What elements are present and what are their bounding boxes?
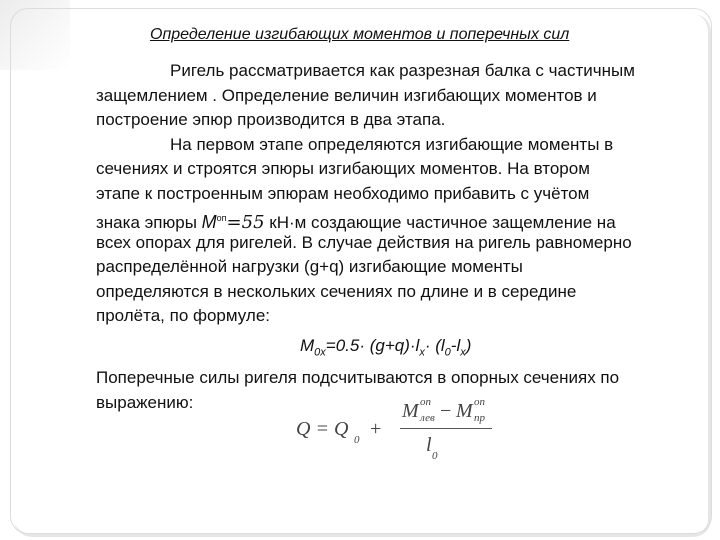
formula-moment-part-c-sub: x [460, 346, 466, 359]
formula-moment-part-a-sub: x [419, 346, 425, 359]
formula-moment-part-a: =0.5· (g+q)·l [325, 336, 420, 355]
shear-formula-den-sub: 0 [432, 450, 438, 462]
paragraph2-moment-line [96, 206, 686, 231]
paragraph2-line-1: На первом этапе определяются изгибающие моменты в [170, 134, 614, 154]
paragraph1-line-2: защемлением . Определение величин изгибающих моментов и [96, 85, 597, 105]
paragraph2-line-2: сечениях и строятся эпюры изгибающих моментов. На втором [96, 159, 590, 178]
shear-formula-num-a-sup: оп [420, 396, 431, 408]
slide-body-text [96, 59, 686, 329]
slide-title: Определение изгибающих моментов и поперечных сил [150, 26, 570, 43]
shear-formula-num-a-sub: лев [420, 412, 435, 424]
paragraph2-line-7: определяются в нескольких сечениях по длине и в середине [96, 281, 577, 301]
paragraph2-line-5: всех опорах для ригелей. В случае действия на ригель равномерно [96, 232, 632, 252]
paragraph1-line-3: построение эпюр производится в два этапа. [96, 110, 446, 129]
moment-value: =55 [226, 212, 265, 233]
paragraph2-line-3: этапе к построенным эпюрам необходимо прибавить с учётом [96, 183, 590, 203]
moment-symbol: M [201, 212, 217, 232]
moment-superscript: оп [216, 213, 227, 223]
shear-formula-num-b-sup: оп [474, 396, 485, 408]
moment-formula [300, 336, 471, 358]
moment-line-suffix: кН·м создающие частичное защемление на [264, 213, 616, 232]
formula-moment-lhs-sub: 0x [314, 346, 326, 359]
paragraph3-line-2: выражению: [96, 392, 194, 412]
shear-formula-num-a: M [402, 400, 419, 422]
shear-formula-left-sub: 0 [354, 434, 360, 446]
shear-formula-den: l [426, 434, 432, 456]
fraction-bar [400, 428, 492, 429]
paragraph3-line-1: Поперечные силы ригеля подсчитываются в опорных сечениях по [96, 368, 620, 387]
shear-formula-minus: − [440, 400, 452, 422]
shear-formula-left: Q = Q [296, 418, 349, 440]
formula-moment-lhs: M [300, 336, 315, 355]
formula-moment-part-b-sub: 0 [444, 346, 451, 359]
shear-formula-num-b: M [456, 400, 473, 422]
moment-line-prefix: знака эпюры [96, 213, 202, 232]
paragraph2-line-8: пролёта, по формуле: [96, 306, 270, 325]
formula-moment-part-c: -l [450, 336, 461, 355]
shear-formula-num-b-sub: пр [474, 412, 485, 424]
paragraph1-line-1: Ригель рассматривается как разрезная балка с частичным [170, 61, 635, 80]
shear-formula [296, 398, 526, 468]
paragraph2-line-6: распределённой нагрузки (g+q) изгибающие моменты [96, 257, 523, 276]
formula-moment-end: ) [465, 336, 472, 355]
formula-moment-part-b: · (l [424, 336, 445, 355]
shear-formula-plus: + [370, 418, 382, 440]
